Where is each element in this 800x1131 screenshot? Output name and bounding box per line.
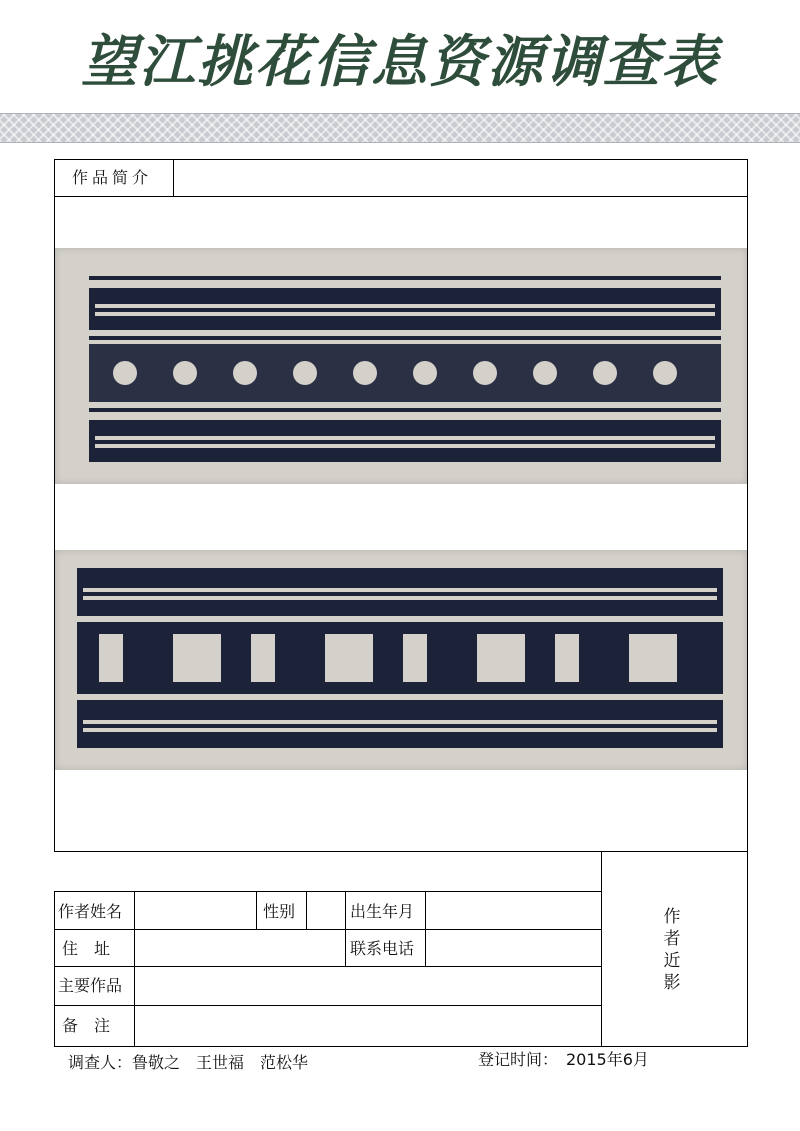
phone-label: 联系电话 <box>350 939 415 958</box>
embroidery-pattern-1 <box>55 248 747 484</box>
registration-date: 登记时间： 2015年6月 <box>478 1050 649 1069</box>
embroidery-photo-2 <box>55 550 747 770</box>
investigators: 调查人：鲁敬之 王世福 范松华 <box>68 1053 309 1072</box>
phone-field[interactable] <box>427 931 599 964</box>
birth-date-label: 出生年月 <box>350 902 415 921</box>
gender-field[interactable] <box>308 893 343 927</box>
author-photo-label: 作 者 近 影 <box>663 907 681 993</box>
remarks-label: 备 注 <box>62 1016 111 1035</box>
intro-label: 作品简介 <box>72 168 153 187</box>
address-field[interactable] <box>136 931 343 964</box>
birth-date-field[interactable] <box>427 893 599 927</box>
author-name-label: 作者姓名 <box>58 902 123 921</box>
remarks-field[interactable] <box>136 1007 599 1045</box>
embroidery-pattern-2 <box>55 550 747 770</box>
author-name-field[interactable] <box>136 893 254 927</box>
intro-row <box>54 159 748 197</box>
address-label: 住 址 <box>62 939 111 958</box>
main-works-label: 主要作品 <box>58 976 123 995</box>
main-works-field[interactable] <box>136 968 599 1003</box>
page-title: 望江挑花信息资源调查表 <box>81 29 719 95</box>
gender-label: 性别 <box>263 902 296 921</box>
decorative-pattern-band <box>0 113 800 143</box>
embroidery-photo-1 <box>55 248 747 484</box>
